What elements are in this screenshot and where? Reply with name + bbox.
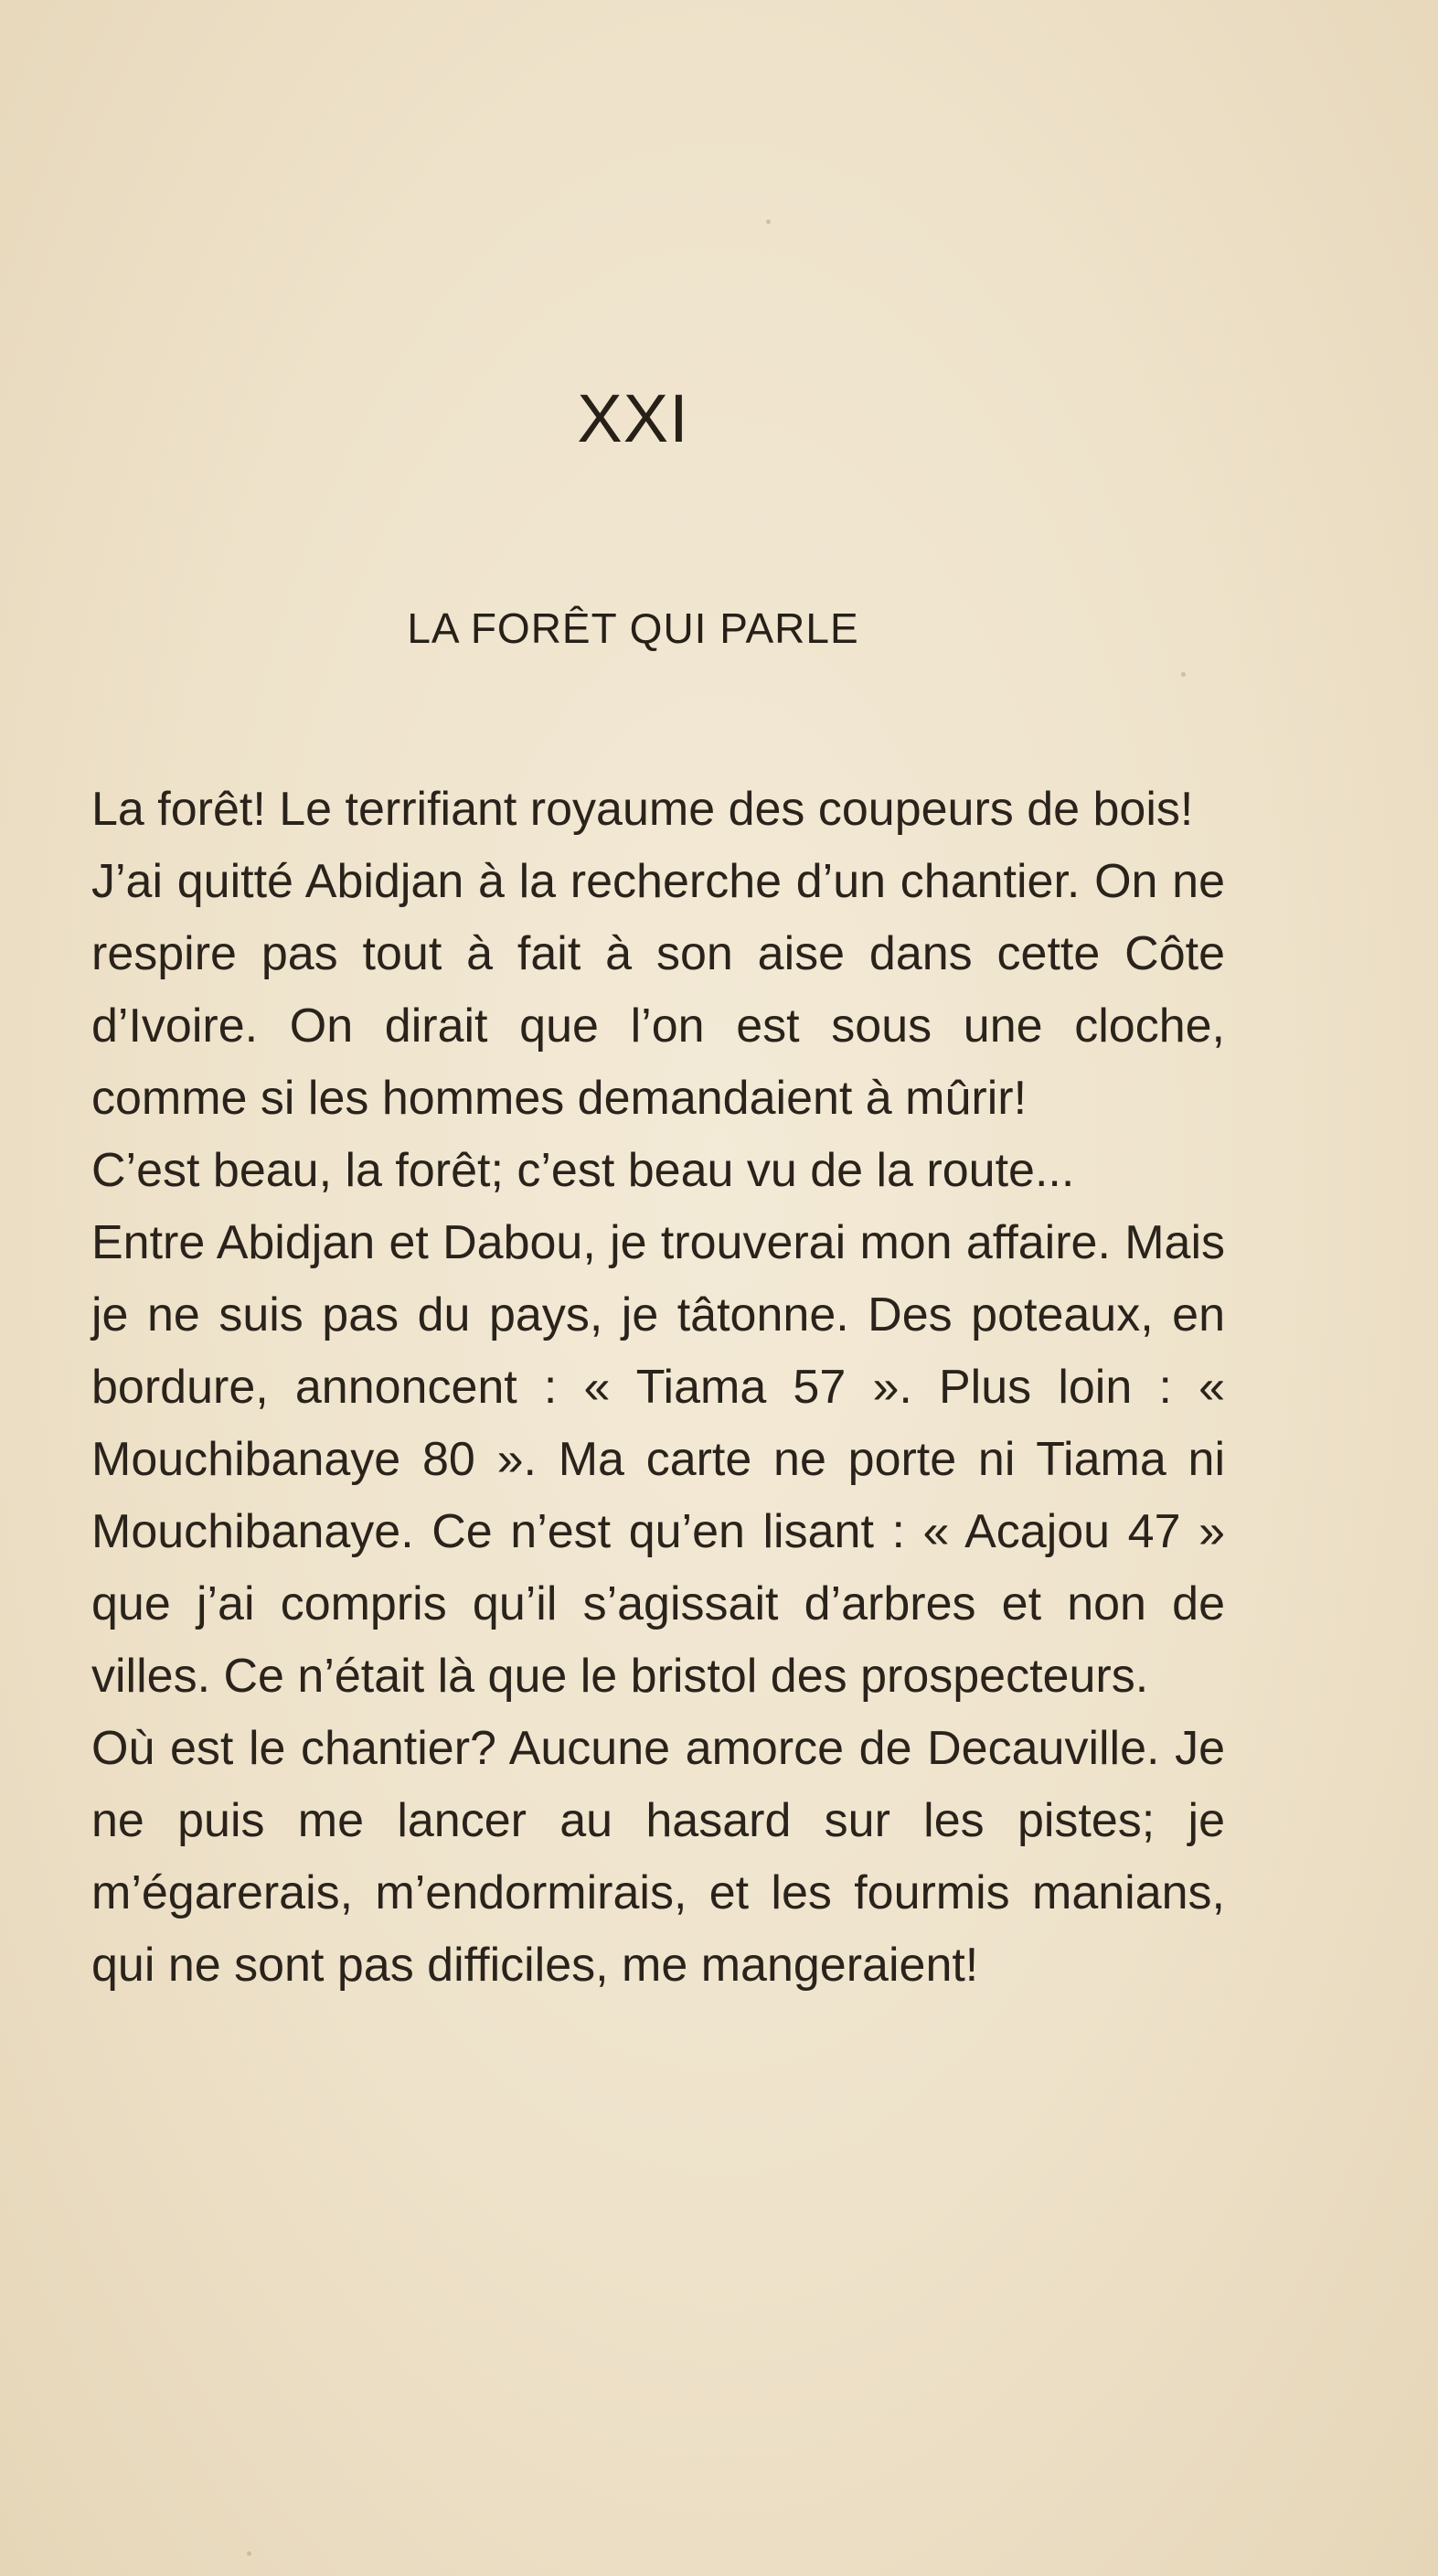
chapter-body xyxy=(91,774,1225,2002)
paragraph: Où est le chantier? Aucune amorce de Decauville. Je ne puis me lancer au hasard sur les pistes; je m’égarerais, m’endormirais, et les fourmis manians, qui ne sont pas difficiles, me mangeraient! xyxy=(91,1722,1225,1992)
paragraph: J’ai quitté Abidjan à la recherche d’un chantier. On ne respire pas tout à fait à son aise dans cette Côte d’Ivoire. On dirait que l’on est sous une cloche, comme si les hommes demandaient à mûrir! xyxy=(91,855,1225,1125)
chapter-title: LA FORÊT QUI PARLE xyxy=(407,604,859,652)
chapter-number: XXI xyxy=(577,380,689,456)
paper-speck xyxy=(766,219,771,224)
paper-speck xyxy=(1181,672,1186,677)
paragraph: Entre Abidjan et Dabou, je trouverai mon affaire. Mais je ne suis pas du pays, je tâtonne. Des poteaux, en bordure, annoncent : « Tiama 57 ». Plus loin : « Mouchibanaye 80 ». Ma carte ne porte ni Tiama ni Mouchibanaye. Ce n’est qu’en lisant : « Acajou 47 » que j’ai compris qu’il s’agissait d’arbres et non de villes. Ce n’était là que le bristol des prospecteurs. xyxy=(91,1216,1225,1703)
paper-speck xyxy=(247,2551,251,2556)
paragraph: C’est beau, la forêt; c’est beau vu de la route... xyxy=(91,1144,1075,1197)
paragraph: La forêt! Le terrifiant royaume des coupeurs de bois! xyxy=(91,783,1194,836)
